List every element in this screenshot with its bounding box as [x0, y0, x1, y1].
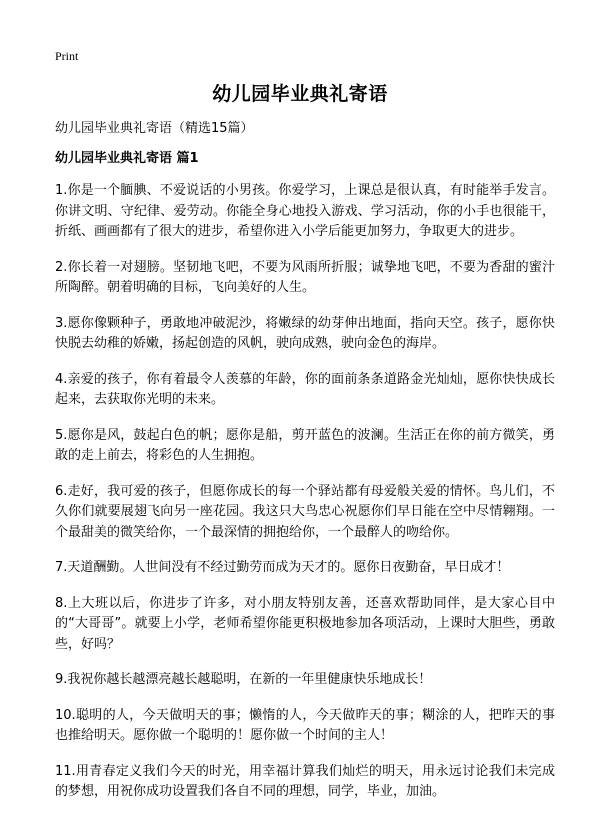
paragraph-6: 6.走好，我可爱的孩子，但愿你成长的每一个驿站都有母爱般关爱的情怀。鸟儿们，不久你们就要展翅飞向另一座花园。我这只大鸟忠心祝愿你们早日能在空中尽情翱翔。一个最甜美的微笑给你，一个最深情的拥抱给你，一个最醉人的吻给你。 [55, 483, 555, 540]
paragraph-1: 1.你是一个腼腆、不爱说话的小男孩。你爱学习，上课总是很认真，有时能举手发言。你讲文明、守纪律、爱劳动。你能全身心地投入游戏、学习活动，你的小手也很能干，折纸、画画都有了很大的进步，希望你进入小学后能更加努力，争取更大的进步。 [55, 183, 555, 239]
paragraph-8: 8.上大班以后，你进步了许多，对小朋友特别友善，还喜欢帮助同伴，是大家心目中的“大哥哥”。就要上小学，老师希望你能更积极地参加各项活动，上课时大胆些，勇敢些，好吗？ [55, 595, 555, 652]
section-heading: 幼儿园毕业典礼寄语 篇1 [55, 151, 199, 166]
paragraph-10: 10.聪明的人，今天做明天的事；懒惰的人，今天做昨天的事；糊涂的人，把昨天的事也推给明天。愿你做一个聪明的！愿你做一个时间的主人！ [55, 707, 555, 743]
paragraph-3: 3.愿你像颗种子，勇敢地冲破泥沙，将嫩绿的幼芽伸出地面，指向天空。孩子，愿你快快脱去幼稚的娇嫩，扬起创造的风帆，驶向成熟，驶向金色的海岸。 [55, 315, 555, 351]
document-subtitle: 幼儿园毕业典礼寄语（精选15篇） [55, 121, 254, 136]
paragraph-11: 11.用青春定义我们今天的时光，用幸福计算我们灿烂的明天，用永远讨论我们未完成的梦想，用祝你成功设置我们各自不同的理想，同学，毕业，加油。 [55, 763, 555, 799]
paragraph-list [55, 181, 555, 818]
page-title: 幼儿园毕业典礼寄语 [212, 83, 388, 105]
paragraph-4: 4.亲爱的孩子，你有着最令人羡慕的年龄，你的面前条条道路金光灿灿，愿你快快成长起来，去获取你光明的未来。 [55, 371, 555, 407]
paragraph-9: 9.我祝你越长越漂亮越长越聪明，在新的一年里健康快乐地成长！ [55, 672, 432, 687]
print-label[interactable]: Print [55, 49, 79, 63]
paragraph-2: 2.你长着一对翅膀。坚韧地飞吧，不要为风雨所折服；诚挚地飞吧，不要为香甜的蜜汁所陶醉。朝着明确的目标，飞向美好的人生。 [55, 259, 555, 295]
paragraph-7: 7.天道酬勤。人世间没有不经过勤劳而成为天才的。愿你日夜勤奋，早日成才！ [55, 560, 510, 575]
paragraph-5: 5.愿你是风，鼓起白色的帆；愿你是船，剪开蓝色的波澜。生活正在你的前方微笑，勇敢的走上前去，将彩色的人生拥抱。 [55, 427, 555, 463]
